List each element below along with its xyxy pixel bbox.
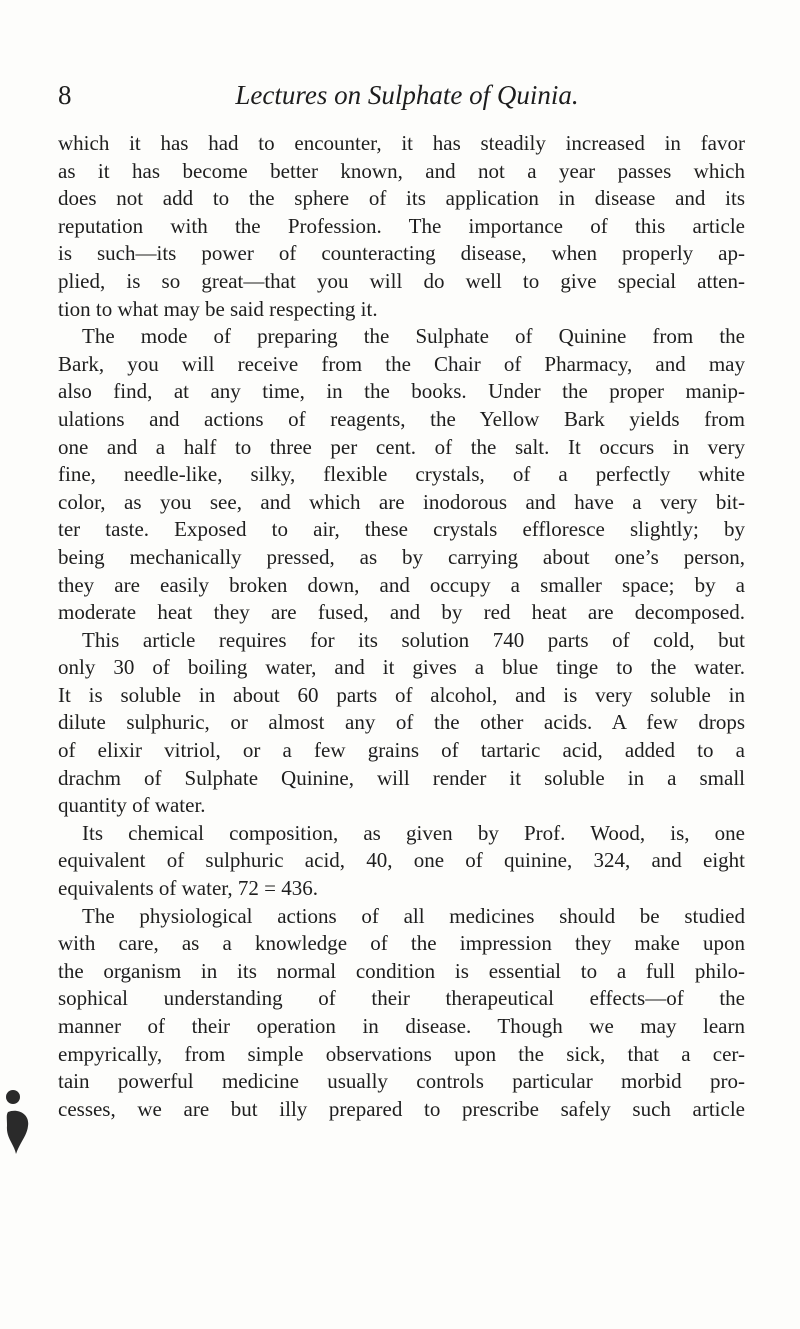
text-line: cesses, we are but illy prepared to prescribe safely such article xyxy=(58,1096,745,1121)
text-line: quantity of water. xyxy=(58,793,206,818)
ink-blot-mark xyxy=(4,1108,32,1158)
text-line: color, as you see, and which are inodorous and have a very bit- xyxy=(58,489,745,514)
text-line: empyrically, from simple observations upon the sick, that a cer- xyxy=(58,1041,745,1066)
running-title: Lectures on Sulphate of Quinia. xyxy=(235,80,579,110)
text-line: ulations and actions of reagents, the Yellow Bark yields from xyxy=(58,406,745,431)
text-line: one and a half to three per cent. of the salt. It occurs in very xyxy=(58,434,745,459)
text-line: It is soluble in about 60 parts of alcohol, and is very soluble in xyxy=(58,682,745,707)
text-line: only 30 of boiling water, and it gives a blue tinge to the water. xyxy=(58,655,745,680)
text-line: dilute sulphuric, or almost any of the other acids. A few drops xyxy=(58,710,745,735)
text-line: also find, at any time, in the books. Under the proper manip- xyxy=(58,379,745,404)
text-line: with care, as a knowledge of the impression they make upon xyxy=(58,931,745,956)
text-line: tion to what may be said respecting it. xyxy=(58,296,378,321)
text-line: ter taste. Exposed to air, these crystals effloresce slightly; by xyxy=(58,517,745,542)
text-line: drachm of Sulphate Quinine, will render it soluble in a small xyxy=(58,765,745,790)
text-line: Bark, you will receive from the Chair of Pharmacy, and may xyxy=(58,351,745,376)
text-line: reputation with the Profession. The importance of this article xyxy=(58,213,745,238)
text-line: The physiological actions of all medicines should be studied xyxy=(82,903,745,928)
ink-spot-mark xyxy=(6,1090,20,1104)
text-line: the organism in its normal condition is essential to a full philo- xyxy=(58,958,745,983)
text-line: which it has had to encounter, it has steadily increased in favor xyxy=(58,131,745,155)
text-line: equivalent of sulphuric acid, 40, one of quinine, 324, and eight xyxy=(58,848,745,873)
text-line: manner of their operation in disease. Though we may learn xyxy=(58,1014,745,1038)
text-line: of elixir vitriol, or a few grains of tartaric acid, added to a xyxy=(58,738,745,763)
text-line: Its chemical composition, as given by Prof. Wood, is, one xyxy=(82,820,745,845)
text-line: plied, is so great—that you will do well to give special atten- xyxy=(58,268,745,293)
text-line: is such—its power of counteracting disease, when properly ap- xyxy=(58,241,745,266)
text-line: as it has become better known, and not a year passes which xyxy=(58,158,745,183)
text-line: This article requires for its solution 740 parts of cold, but xyxy=(82,627,745,652)
text-line: The mode of preparing the Sulphate of Quinine from the xyxy=(82,324,745,349)
body-text xyxy=(58,130,745,1123)
text-line: fine, needle-like, silky, flexible crystals, of a perfectly white xyxy=(58,462,745,487)
text-line: sophical understanding of their therapeutical effects—of the xyxy=(58,986,745,1011)
text-line: equivalents of water, 72 = 436. xyxy=(58,876,319,901)
text-line: tain powerful medicine usually controls particular morbid pro- xyxy=(58,1069,745,1094)
text-line: does not add to the sphere of its application in disease and its xyxy=(58,186,745,211)
text-line: being mechanically pressed, as by carrying about one’s person, xyxy=(58,544,745,569)
page-header xyxy=(58,80,748,120)
page-number: 8 xyxy=(58,80,72,110)
text-line: moderate heat they are fused, and by red heat are decomposed. xyxy=(58,600,745,625)
text-line: they are easily broken down, and occupy a smaller space; by a xyxy=(58,572,745,597)
